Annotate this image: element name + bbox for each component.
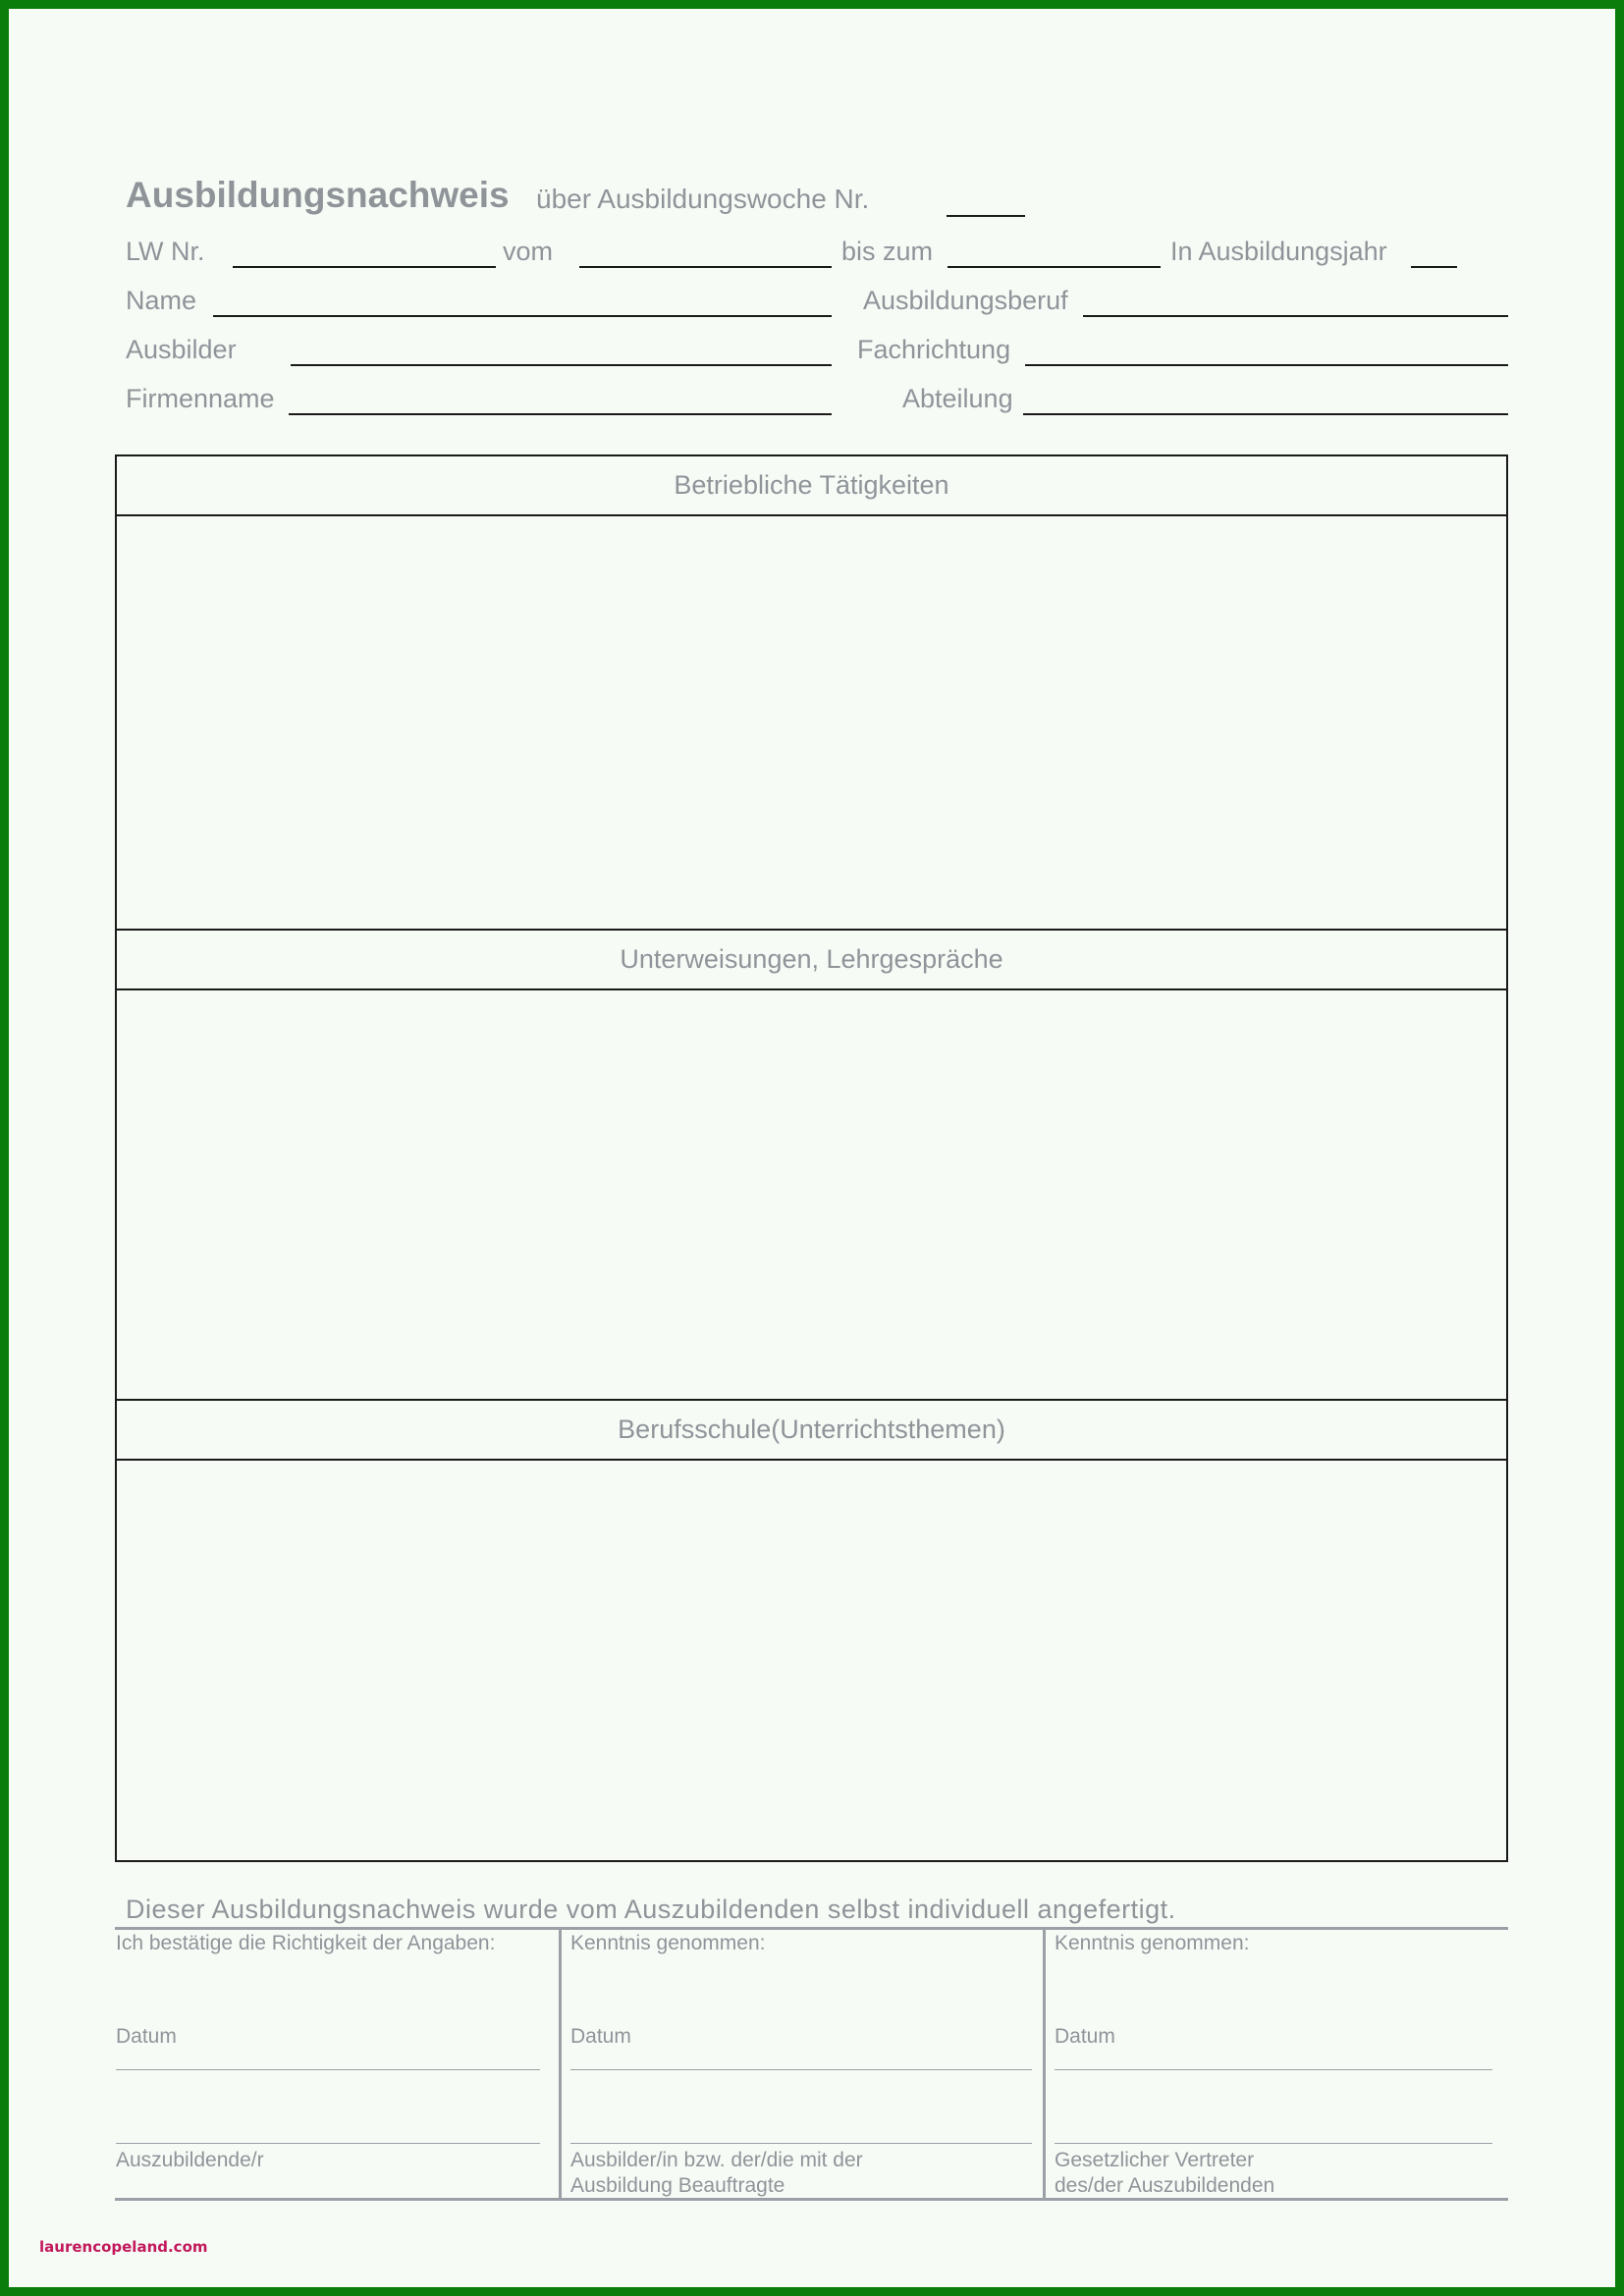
datum-signature-line[interactable] bbox=[116, 2069, 540, 2070]
signature-top-rule bbox=[115, 1927, 1508, 1930]
ausbilder-label: Ausbilder bbox=[126, 335, 237, 364]
ausbildungsjahr-field[interactable] bbox=[1411, 266, 1457, 268]
ausbildungsjahr-label: In Ausbildungsjahr bbox=[1170, 237, 1387, 266]
week-number-field[interactable] bbox=[947, 215, 1025, 217]
trainee-role-label: Auszubildende/r bbox=[116, 2149, 264, 2171]
lw-nr-field[interactable] bbox=[233, 266, 496, 268]
abteilung-label: Abteilung bbox=[902, 384, 1013, 413]
acknowledged-heading: Kenntnis genommen: bbox=[570, 1932, 766, 1954]
datum-label: Datum bbox=[1055, 2025, 1115, 2048]
name-field[interactable] bbox=[213, 315, 832, 317]
abteilung-field[interactable] bbox=[1023, 413, 1508, 415]
vom-label: vom bbox=[503, 237, 554, 266]
guardian-role-label-line2: des/der Auszubildenden bbox=[1055, 2174, 1275, 2197]
ausbildungsberuf-label: Ausbildungsberuf bbox=[863, 286, 1068, 315]
section-body-unterweisungen[interactable] bbox=[117, 990, 1506, 1399]
section-header-betriebliche: Betriebliche Tätigkeiten bbox=[674, 469, 949, 500]
column-separator bbox=[1043, 1929, 1046, 2199]
datum-signature-line[interactable] bbox=[570, 2069, 1032, 2070]
trainer-signature-line[interactable] bbox=[570, 2143, 1032, 2144]
activity-table bbox=[115, 454, 1508, 1862]
lw-nr-label: LW Nr. bbox=[126, 237, 205, 266]
signature-bottom-rule bbox=[115, 2198, 1508, 2201]
signature-area bbox=[115, 1927, 1508, 2201]
form-title: Ausbildungsnachweis bbox=[126, 175, 510, 215]
ausbildungsberuf-field[interactable] bbox=[1083, 315, 1508, 317]
section-header-berufsschule: Berufsschule(Unterrichtsthemen) bbox=[618, 1414, 1005, 1444]
bis-zum-field[interactable] bbox=[947, 266, 1161, 268]
fachrichtung-field[interactable] bbox=[1025, 364, 1508, 366]
trainer-role-label: Ausbilder/in bzw. der/die mit der bbox=[570, 2149, 863, 2171]
section-body-berufsschule[interactable] bbox=[117, 1461, 1506, 1860]
section-header-unterweisungen: Unterweisungen, Lehrgespräche bbox=[620, 943, 1003, 974]
firmenname-label: Firmenname bbox=[126, 384, 275, 413]
datum-label: Datum bbox=[116, 2025, 177, 2048]
column-separator bbox=[559, 1929, 562, 2199]
bis-zum-label: bis zum bbox=[841, 237, 934, 266]
vom-field[interactable] bbox=[579, 266, 832, 268]
site-watermark: laurencopeland.com bbox=[39, 2238, 208, 2256]
guardian-role-label: Gesetzlicher Vertreter bbox=[1055, 2149, 1255, 2171]
datum-signature-line[interactable] bbox=[1055, 2069, 1492, 2070]
name-label: Name bbox=[126, 286, 197, 315]
form-subtitle: über Ausbildungswoche Nr. bbox=[536, 184, 870, 214]
self-made-notice: Dieser Ausbildungsnachweis wurde vom Auszubildenden selbst individuell angefertigt. bbox=[126, 1895, 1176, 1924]
fachrichtung-label: Fachrichtung bbox=[857, 335, 1011, 364]
firmenname-field[interactable] bbox=[289, 413, 832, 415]
ausbilder-field[interactable] bbox=[291, 364, 832, 366]
datum-label: Datum bbox=[570, 2025, 631, 2048]
guardian-signature-line[interactable] bbox=[1055, 2143, 1492, 2144]
section-body-betriebliche[interactable] bbox=[117, 516, 1506, 929]
confirm-heading: Ich bestätige die Richtigkeit der Angaben: bbox=[116, 1932, 496, 1954]
trainee-signature-line[interactable] bbox=[116, 2143, 540, 2144]
trainer-role-label-line2: Ausbildung Beauftragte bbox=[570, 2174, 785, 2197]
acknowledged-heading: Kenntnis genommen: bbox=[1055, 1932, 1250, 1954]
